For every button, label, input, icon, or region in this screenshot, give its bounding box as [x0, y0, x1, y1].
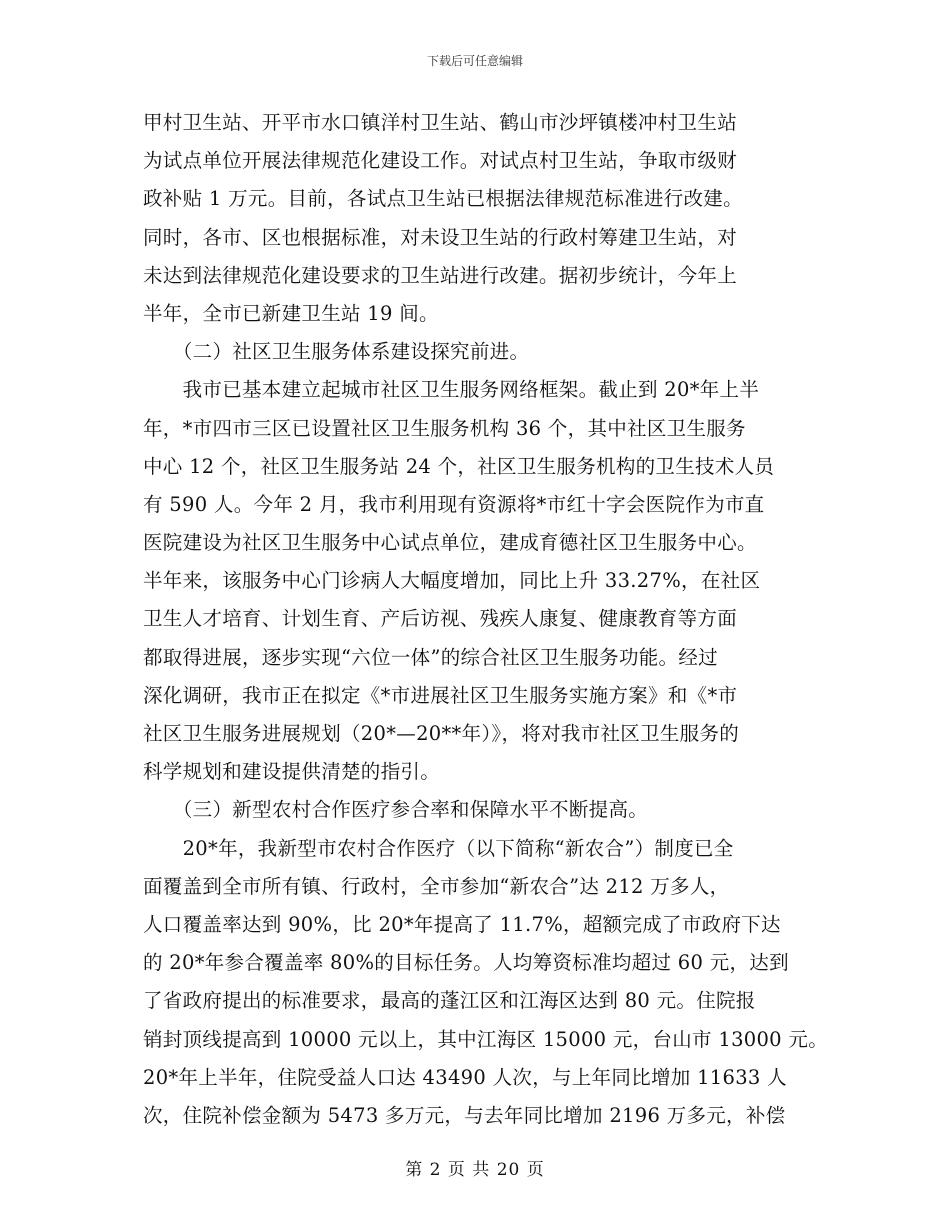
- body-line: 人口覆盖率达到 90%，比 20*年提高了 11.7%，超额完成了市政府下达: [143, 912, 781, 936]
- body-line: 面覆盖到全市所有镇、行政村，全市参加“新农合”达 212 万多人，: [143, 874, 730, 898]
- section-heading: （三）新型农村合作医疗参合率和保障水平不断提高。: [143, 798, 649, 822]
- body-line: 卫生人才培育、计划生育、产后访视、残疾人康复、健康教育等方面: [143, 607, 738, 631]
- body-line: 年，*市四市三区已设置社区卫生服务机构 36 个，其中社区卫生服务: [143, 416, 746, 440]
- body-line: 有 590 人。今年 2 月，我市利用现有资源将*市红十字会医院作为市直: [143, 492, 765, 516]
- body-line: 的 20*年参合覆盖率 80%的目标任务。人均筹资标准均超过 60 元，达到: [143, 951, 789, 975]
- body-line: 20*年上半年，住院受益人口达 43490 人次，与上年同比增加 11633 人: [143, 1065, 787, 1089]
- body-line: 我市已基本建立起城市社区卫生服务网络框架。截止到 20*年上半: [143, 378, 760, 402]
- body-line: 政补贴 1 万元。目前，各试点卫生站已根据法律规范标准进行改建。: [143, 187, 743, 211]
- body-line: 了省政府提出的标准要求，最高的蓬江区和江海区达到 80 元。住院报: [143, 989, 756, 1013]
- body-line: 深化调研，我市正在拟定《*市进展社区卫生服务实施方案》和《*市: [143, 683, 738, 707]
- section-heading: （二）社区卫生服务体系建设探究前进。: [143, 340, 530, 364]
- page-number-footer: 第 2 页 共 20 页: [405, 1160, 545, 1180]
- body-line: 都取得进展，逐步实现“六位一体”的综合社区卫生服务功能。经过: [143, 645, 718, 669]
- body-line: 同时，各市、区也根据标准，对未设卫生站的行政村筹建卫生站，对: [143, 225, 738, 249]
- body-line: 20*年，我新型市农村合作医疗（以下简称“新农合”）制度已全: [143, 836, 734, 860]
- body-line: 甲村卫生站、开平市水口镇洋村卫生站、鹤山市沙坪镇楼冲村卫生站: [143, 111, 738, 134]
- body-line: 为试点单位开展法律规范化建设工作。对试点村卫生站，争取市级财: [143, 149, 738, 173]
- page-header: 下载后可任意编辑: [426, 54, 523, 68]
- body-line: 半年，全市已新建卫生站 19 间。: [143, 301, 439, 325]
- body-line: 社区卫生服务进展规划（20*—20**年）》，将对我市社区卫生服务的: [143, 722, 740, 745]
- body-line: 销封顶线提高到 10000 元以上，其中江海区 15000 元，台山市 13000 元。: [143, 1027, 828, 1051]
- body-line: 中心 12 个，社区卫生服务站 24 个，社区卫生服务机构的卫生技术人员: [143, 454, 775, 478]
- body-line: 科学规划和建设提供清楚的指引。: [143, 760, 441, 784]
- body-line: 未达到法律规范化建设要求的卫生站进行改建。据初步统计，今年上: [143, 263, 738, 287]
- body-line: 医院建设为社区卫生服务中心试点单位，建成育德社区卫生服务中心。: [143, 531, 757, 555]
- body-line: 次，住院补偿金额为 5473 多万元，与去年同比增加 2196 万多元，补偿: [143, 1103, 786, 1127]
- document-body: [143, 104, 833, 1135]
- body-line: 半年来，该服务中心门诊病人大幅度增加，同比上升 33.27%，在社区: [143, 569, 761, 593]
